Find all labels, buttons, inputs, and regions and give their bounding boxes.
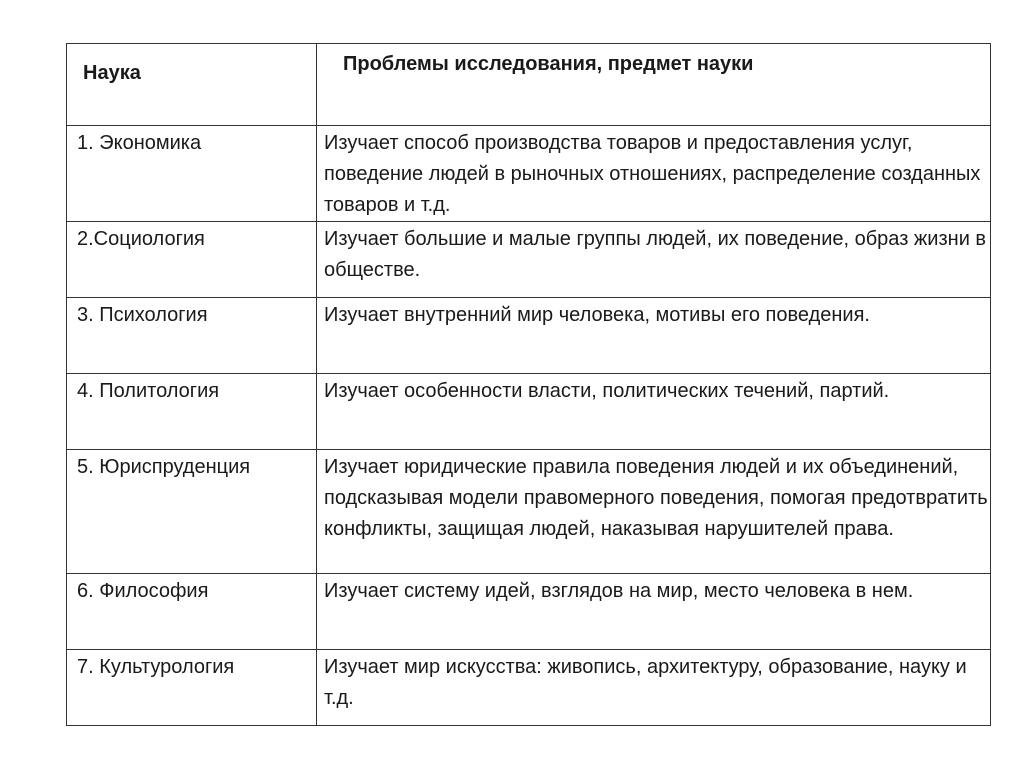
table-row bbox=[67, 450, 991, 574]
table-row bbox=[67, 574, 991, 650]
science-name: 4. Политология bbox=[67, 374, 317, 450]
science-name: 3. Психология bbox=[67, 298, 317, 374]
header-science: Наука bbox=[67, 44, 317, 126]
science-subject: Изучает юридические правила поведения людей и их объединений, подсказывая модели правомерного поведения, помогая предотвратить конфликты, защищая людей, наказывая нарушителей права. bbox=[317, 450, 991, 574]
header-subject: Проблемы исследования, предмет науки bbox=[317, 44, 991, 126]
science-name: 5. Юриспруденция bbox=[67, 450, 317, 574]
sciences-table bbox=[66, 43, 991, 726]
science-name: 2.Социология bbox=[67, 222, 317, 298]
table-row bbox=[67, 374, 991, 450]
science-subject: Изучает особенности власти, политических течений, партий. bbox=[317, 374, 991, 450]
science-name: 7. Культурология bbox=[67, 650, 317, 726]
science-subject: Изучает мир искусства: живопись, архитектуру, образование, науку и т.д. bbox=[317, 650, 991, 726]
science-subject: Изучает способ производства товаров и предоставления услуг, поведение людей в рыночных отношениях, распределение созданных товаров и т.д. bbox=[317, 126, 991, 222]
table-header-row bbox=[67, 44, 991, 126]
science-name: 6. Философия bbox=[67, 574, 317, 650]
science-subject: Изучает большие и малые группы людей, их поведение, образ жизни в обществе. bbox=[317, 222, 991, 298]
table-row bbox=[67, 126, 991, 222]
table-row bbox=[67, 298, 991, 374]
science-name: 1. Экономика bbox=[67, 126, 317, 222]
table-row bbox=[67, 650, 991, 726]
table-row bbox=[67, 222, 991, 298]
science-subject: Изучает систему идей, взглядов на мир, место человека в нем. bbox=[317, 574, 991, 650]
science-subject: Изучает внутренний мир человека, мотивы его поведения. bbox=[317, 298, 991, 374]
